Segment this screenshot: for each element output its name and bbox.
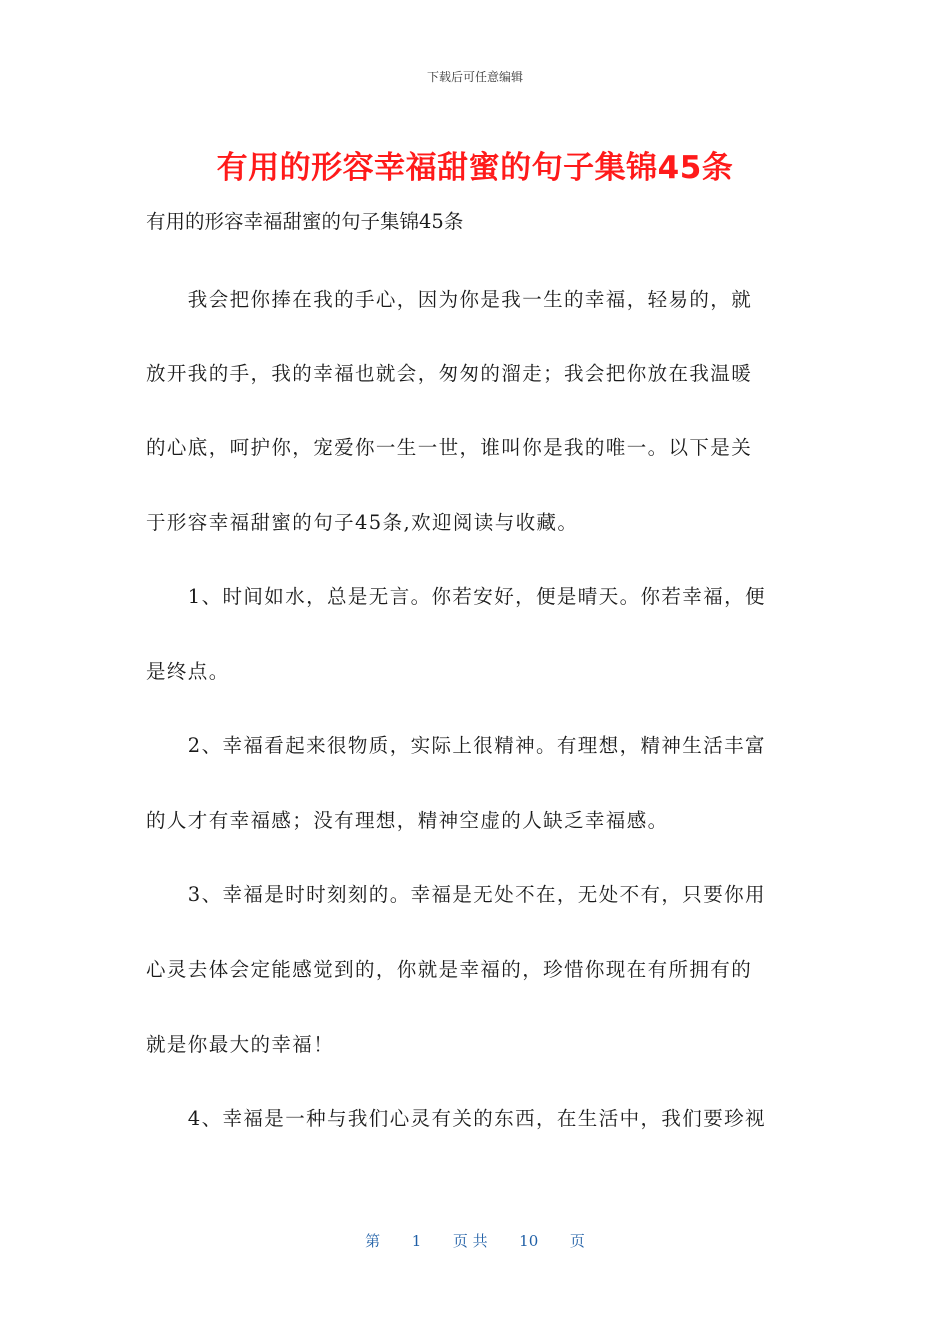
text-line: 就是你最大的幸福！ (146, 1033, 335, 1056)
text-line: 4、幸福是一种与我们心灵有关的东西，在生活中，我们要珍视 (146, 1107, 766, 1130)
text-line: 3、幸福是时时刻刻的。幸福是无处不在，无处不有，只要你用 (146, 883, 766, 906)
text-line: 的人才有幸福感；没有理想，精神空虚的人缺乏幸福感。 (146, 809, 669, 832)
text-line: 心灵去体会定能感觉到的，你就是幸福的，珍惜你现在有所拥有的 (146, 958, 753, 981)
text-line: 我会把你捧在我的手心，因为你是我一生的幸福，轻易的，就 (146, 288, 753, 311)
text-line: 1、时间如水，总是无言。你若安好，便是晴天。你若幸福，便 (146, 585, 766, 608)
total-pages: 10 (519, 1232, 539, 1250)
header-note: 下载后可任意编辑 (426, 70, 523, 84)
document-subtitle: 有用的形容幸福甜蜜的句子集锦45条 (146, 210, 464, 233)
page-label: 第 (365, 1232, 381, 1250)
document-title: 有用的形容幸福甜蜜的句子集锦45条 (216, 150, 734, 186)
text-line: 是终点。 (146, 660, 230, 683)
total-label: 页 共 (452, 1232, 488, 1250)
text-line: 于形容幸福甜蜜的句子45条,欢迎阅读与收藏。 (146, 511, 579, 534)
page-suffix: 页 (569, 1232, 585, 1250)
page-number: 1 (411, 1232, 422, 1250)
text-line: 的心底，呵护你，宠爱你一生一世，谁叫你是我的唯一。以下是关 (146, 436, 753, 459)
text-line: 放开我的手，我的幸福也就会，匆匆的溜走；我会把你放在我温暖 (146, 362, 753, 385)
page-footer (0, 1230, 950, 1251)
text-line: 2、幸福看起来很物质，实际上很精神。有理想，精神生活丰富 (146, 734, 766, 757)
